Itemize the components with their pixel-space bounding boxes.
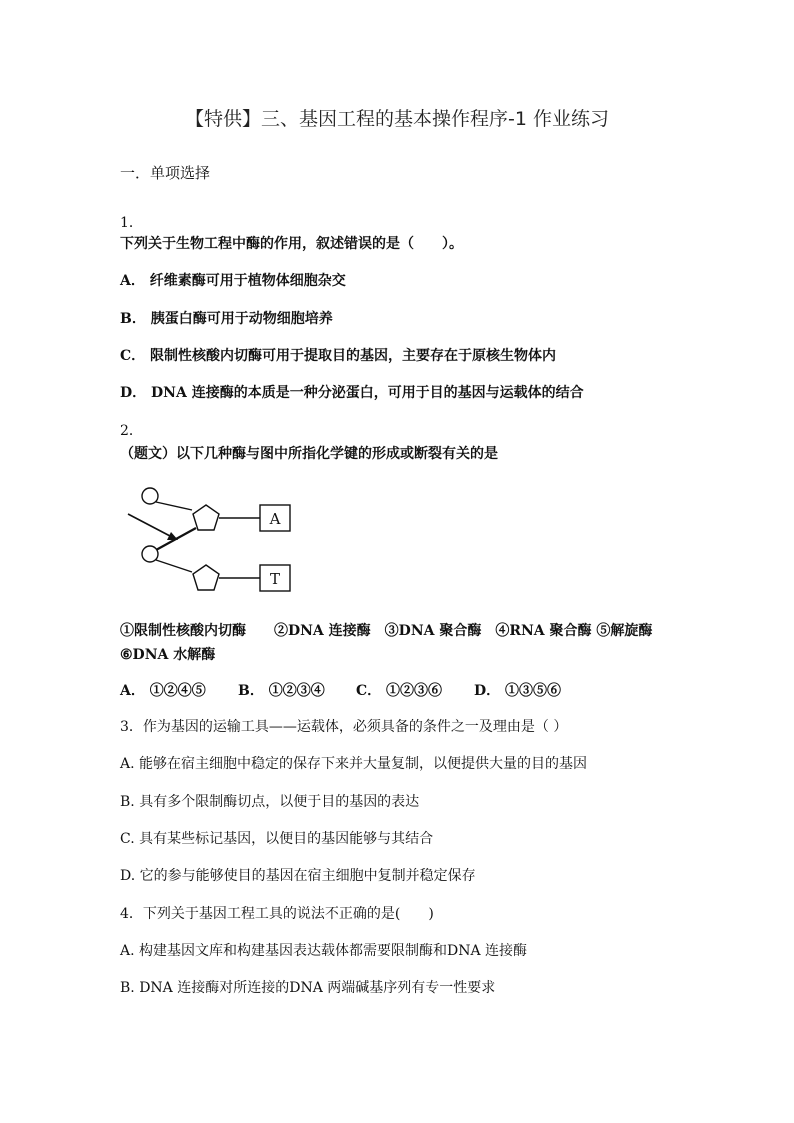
nucleotide-diagram — [120, 480, 310, 600]
base-t-label: T — [269, 570, 281, 588]
sugar-bottom — [193, 565, 219, 590]
section-heading: 一．单项选择 — [120, 164, 211, 182]
q2-choice-b: B． ①②③④ — [238, 683, 325, 699]
q3-option-c: C. 具有某些标记基因，以便目的基因能够与其结合 — [120, 831, 434, 847]
q1-option-c: C． 限制性核酸内切酶可用于提取目的基因，主要存在于原核生物体内 — [120, 348, 557, 364]
q3-option-a: A. 能够在宿主细胞中稳定的保存下来并大量复制，以便提供大量的目的基因 — [120, 756, 588, 772]
q3-option-d: D. 它的参与能够使目的基因在宿主细胞中复制并稳定保存 — [120, 868, 476, 884]
q2-enzymes-line1: ①限制性核酸内切酶 ②DNA 连接酶 ③DNA 聚合酶 ④RNA 聚合酶 ⑤解旋酶 — [120, 623, 653, 639]
q2-choice-a: A． ①②④⑤ — [120, 683, 206, 699]
phosphate-top — [142, 488, 158, 504]
sugar-top — [193, 505, 219, 530]
q2-stem: （题文）以下几种酶与图中所指化学键的形成或断裂有关的是 — [120, 446, 498, 462]
q3-option-b: B. 具有多个限制酶切点，以便于目的基因的表达 — [120, 794, 420, 810]
q2-choice-d: D． ①③⑤⑥ — [474, 683, 562, 699]
q3-stem: 3．作为基因的运输工具——运载体，必须具备的条件之一及理由是（ ） — [120, 719, 568, 735]
phosphate-bottom — [142, 546, 158, 562]
q2-number: 2． — [120, 423, 143, 439]
q4-option-a: A. 构建基因文库和构建基因表达载体都需要限制酶和DNA 连接酶 — [120, 943, 528, 959]
q2-choices — [120, 680, 561, 700]
q4-stem: 4．下列关于基因工程工具的说法不正确的是( ) — [120, 906, 434, 922]
page-title: 【特供】三、基因工程的基本操作程序-1 作业练习 — [185, 108, 609, 130]
base-a-label: A — [269, 510, 281, 528]
q1-number: 1． — [120, 215, 143, 231]
pointer-arrow — [128, 514, 170, 536]
q1-option-b: B． 胰蛋白酶可用于动物细胞培养 — [120, 311, 333, 327]
q1-option-a: A． 纤维素酶可用于植物体细胞杂交 — [120, 273, 346, 289]
q1-stem: 下列关于生物工程中酶的作用，叙述错误的是（ ）。 — [120, 236, 463, 252]
q1-option-d: D． DNA 连接酶的本质是一种分泌蛋白，可用于目的基因与运载体的结合 — [120, 385, 584, 401]
q4-option-b: B. DNA 连接酶对所连接的DNA 两端碱基序列有专一性要求 — [120, 980, 496, 996]
q2-choice-c: C． ①②③⑥ — [356, 683, 443, 699]
q2-enzymes-line2: ⑥DNA 水解酶 — [120, 647, 216, 663]
